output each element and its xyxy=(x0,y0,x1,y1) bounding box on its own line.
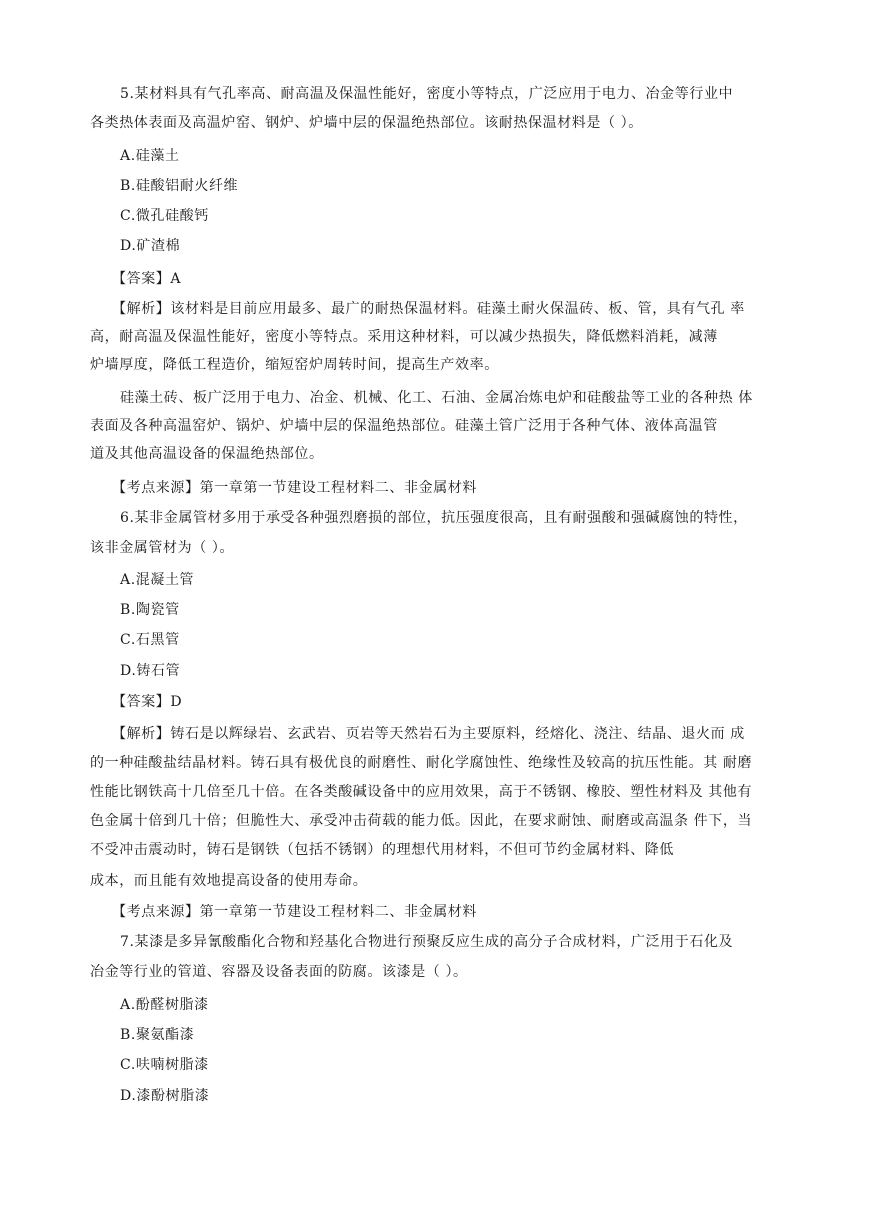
analysis-line: 的一种硅酸盐结晶材料。铸石具有极优良的耐磨性、耐化学腐蚀性、绝缘性及较高的抗压性能。其 耐磨 xyxy=(90,755,753,771)
question-stem-line: 5.某材料具有气孔率高、耐高温及保温性能好，密度小等特点，广泛应用于电力、冶金等行业中 xyxy=(120,86,734,102)
option-a: A.硅藻土 xyxy=(120,148,180,164)
option-d: D.矿渣棉 xyxy=(120,238,181,254)
answer-line: 【答案】A xyxy=(112,271,182,287)
question-stem-line: 该非金属管材为（ ）。 xyxy=(90,540,235,556)
option-c: C.微孔硅酸钙 xyxy=(120,208,209,224)
option-c: C.石黑管 xyxy=(120,632,180,648)
option-d: D.铸石管 xyxy=(120,663,181,679)
analysis-line: 炉墙厚度，降低工程造价，缩短窑炉周转时间，提高生产效率。 xyxy=(90,357,499,373)
option-d: D.漆酚树脂漆 xyxy=(120,1088,210,1104)
answer-line: 【答案】D xyxy=(112,694,183,710)
analysis-line: 不受冲击震动时，铸石是钢铁（包括不锈钢）的理想代用材料，不但可节约金属材料、降低 xyxy=(90,842,674,858)
option-a: A.混凝土管 xyxy=(120,572,195,588)
analysis-line: 道及其他高温设备的保温绝热部位。 xyxy=(90,446,324,462)
analysis-line: 硅藻土砖、板广泛用于电力、冶金、机械、化工、石油、金属冶炼电炉和硅酸盐等工业的各种热 体 xyxy=(120,390,753,406)
source-line: 【考点来源】第一章第一节建设工程材料二、非金属材料 xyxy=(112,904,477,920)
option-c: C.呋喃树脂漆 xyxy=(120,1057,209,1073)
option-a: A.酚醛树脂漆 xyxy=(120,997,209,1013)
question-stem-line: 各类热体表面及高温炉窑、钢炉、炉墙中层的保温绝热部位。该耐热保温材料是（ ）。 xyxy=(90,115,643,131)
question-stem-line: 冶金等行业的管道、容器及设备表面的防腐。该漆是（ ）。 xyxy=(90,964,468,980)
analysis-line: 性能比钢铁高十几倍至几十倍。在各类酸碱设备中的应用效果，高于不锈钢、橡胶、塑性材料及 其他有 xyxy=(90,784,753,800)
question-stem-line: 7.某漆是多异氰酸酯化合物和羟基化合物进行预聚反应生成的高分子合成材料，广泛用于石化及 xyxy=(120,934,734,950)
option-b: B.陶瓷管 xyxy=(120,602,180,618)
analysis-line: 高，耐高温及保温性能好，密度小等特点。采用这种材料，可以减少热损失，降低燃料消耗，减薄 xyxy=(90,329,718,345)
question-stem-line: 6.某非金属管材多用于承受各种强烈磨损的部位，抗压强度很高，且有耐强酸和强碱腐蚀的特性， xyxy=(120,510,748,526)
analysis-line: 表面及各种高温窑炉、锅炉、炉墙中层的保温绝热部位。硅藻土管广泛用于各种气体、液体高温管 xyxy=(90,418,718,434)
analysis-line: 成本，而且能有效地提高设备的使用寿命。 xyxy=(90,873,368,889)
option-b: B.硅酸铝耐火纤维 xyxy=(120,178,239,194)
analysis-line: 【解析】铸石是以辉绿岩、玄武岩、页岩等天然岩石为主要原料，经熔化、浇注、结晶、退火而 成 xyxy=(112,726,745,742)
source-line: 【考点来源】第一章第一节建设工程材料二、非金属材料 xyxy=(112,480,477,496)
analysis-line: 【解析】该材料是目前应用最多、最广的耐热保温材料。硅藻土耐火保温砖、板、管，具有气孔 率 xyxy=(112,301,745,317)
analysis-line: 色金属十倍到几十倍；但脆性大、承受冲击荷载的能力低。因此，在要求耐蚀、耐磨或高温条 件下，当 xyxy=(90,813,753,829)
option-b: B.聚氨酯漆 xyxy=(120,1027,195,1043)
